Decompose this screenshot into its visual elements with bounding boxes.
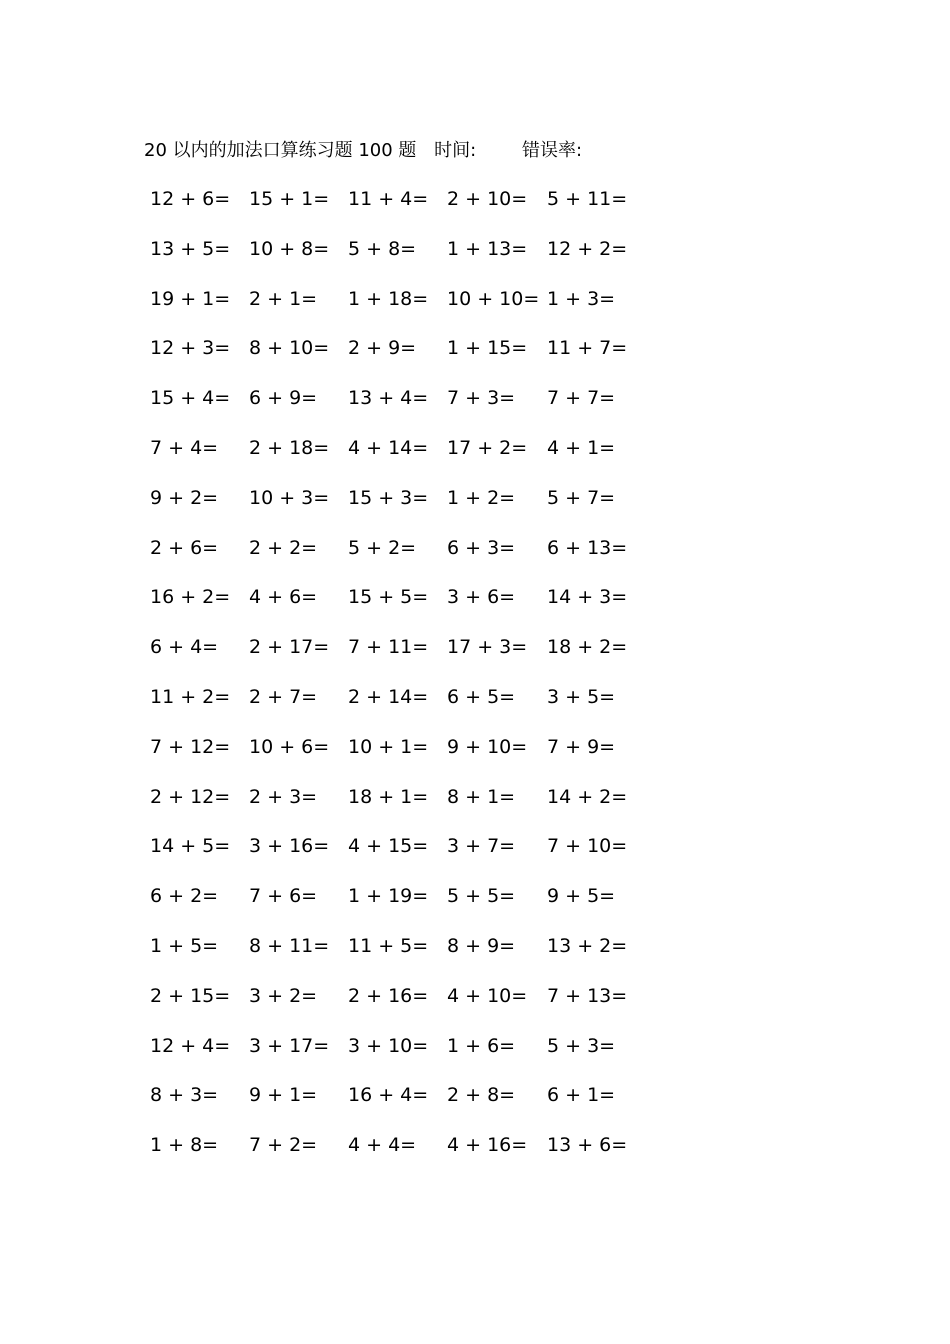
problem-row bbox=[150, 483, 670, 533]
problem-grid bbox=[150, 184, 670, 1180]
problem-cell: 6 + 5= bbox=[447, 685, 516, 708]
problem-cell: 1 + 2= bbox=[447, 486, 516, 509]
problem-cell: 14 + 3= bbox=[547, 586, 628, 609]
problem-cell: 18 + 2= bbox=[547, 636, 628, 659]
problem-row bbox=[150, 682, 670, 732]
problem-cell: 3 + 17= bbox=[249, 1034, 330, 1057]
problem-cell: 6 + 4= bbox=[150, 636, 219, 659]
problem-cell: 7 + 10= bbox=[547, 835, 628, 858]
problem-cell: 2 + 2= bbox=[249, 536, 318, 559]
problem-cell: 1 + 15= bbox=[447, 337, 528, 360]
problem-cell: 2 + 18= bbox=[249, 436, 330, 459]
problem-cell: 2 + 15= bbox=[150, 984, 231, 1007]
problem-row bbox=[150, 184, 670, 234]
problem-cell: 6 + 9= bbox=[249, 387, 318, 410]
problem-cell: 7 + 7= bbox=[547, 387, 616, 410]
problem-cell: 6 + 2= bbox=[150, 885, 219, 908]
problem-cell: 5 + 5= bbox=[447, 885, 516, 908]
problem-cell: 1 + 6= bbox=[447, 1034, 516, 1057]
problem-cell: 4 + 10= bbox=[447, 984, 528, 1007]
problem-cell: 5 + 2= bbox=[348, 536, 417, 559]
problem-cell: 1 + 13= bbox=[447, 237, 528, 260]
problem-cell: 2 + 3= bbox=[249, 785, 318, 808]
problem-row bbox=[150, 533, 670, 583]
problem-cell: 16 + 4= bbox=[348, 1084, 429, 1107]
problem-cell: 4 + 1= bbox=[547, 436, 616, 459]
problem-row bbox=[150, 831, 670, 881]
problem-cell: 12 + 3= bbox=[150, 337, 231, 360]
problem-cell: 12 + 4= bbox=[150, 1034, 231, 1057]
error-rate-label: 错误率: bbox=[521, 140, 583, 161]
problem-cell: 4 + 15= bbox=[348, 835, 429, 858]
problem-cell: 8 + 3= bbox=[150, 1084, 219, 1107]
problem-cell: 11 + 4= bbox=[348, 188, 429, 210]
problem-cell: 11 + 2= bbox=[150, 685, 231, 708]
problem-row bbox=[150, 732, 670, 782]
problem-row bbox=[150, 1130, 670, 1180]
problem-cell: 15 + 5= bbox=[348, 586, 429, 609]
problem-cell: 2 + 1= bbox=[249, 287, 318, 310]
problem-cell: 2 + 16= bbox=[348, 984, 429, 1007]
problem-cell: 6 + 1= bbox=[547, 1084, 616, 1107]
problem-cell: 7 + 11= bbox=[348, 636, 429, 659]
problem-cell: 18 + 1= bbox=[348, 785, 429, 808]
problem-cell: 7 + 6= bbox=[249, 885, 318, 908]
problem-cell: 17 + 2= bbox=[447, 436, 528, 459]
problem-cell: 10 + 8= bbox=[249, 237, 330, 260]
problem-cell: 7 + 4= bbox=[150, 436, 219, 459]
problem-cell: 7 + 9= bbox=[547, 735, 616, 758]
problem-cell: 3 + 7= bbox=[447, 835, 516, 858]
problem-cell: 4 + 14= bbox=[348, 436, 429, 459]
problem-cell: 7 + 2= bbox=[249, 1134, 318, 1157]
problem-cell: 4 + 6= bbox=[249, 586, 318, 609]
problem-cell: 2 + 14= bbox=[348, 685, 429, 708]
problem-cell: 15 + 3= bbox=[348, 486, 429, 509]
problem-cell: 15 + 4= bbox=[150, 387, 231, 410]
problem-cell: 8 + 9= bbox=[447, 934, 516, 957]
problem-row bbox=[150, 582, 670, 632]
problem-cell: 4 + 16= bbox=[447, 1134, 528, 1157]
problem-cell: 9 + 5= bbox=[547, 885, 616, 908]
problem-cell: 5 + 8= bbox=[348, 237, 417, 260]
problem-cell: 2 + 17= bbox=[249, 636, 330, 659]
problem-cell: 2 + 10= bbox=[447, 188, 528, 210]
problem-cell: 9 + 1= bbox=[249, 1084, 318, 1107]
problem-cell: 9 + 10= bbox=[447, 735, 528, 758]
problem-cell: 3 + 10= bbox=[348, 1034, 429, 1057]
problem-row bbox=[150, 333, 670, 383]
problem-cell: 11 + 5= bbox=[348, 934, 429, 957]
problem-cell: 5 + 7= bbox=[547, 486, 616, 509]
problem-cell: 1 + 8= bbox=[150, 1134, 219, 1157]
problem-cell: 10 + 3= bbox=[249, 486, 330, 509]
problem-cell: 19 + 1= bbox=[150, 287, 231, 310]
problem-cell: 2 + 8= bbox=[447, 1084, 516, 1107]
problem-cell: 12 + 6= bbox=[150, 188, 231, 210]
problem-cell: 13 + 4= bbox=[348, 387, 429, 410]
problem-cell: 2 + 9= bbox=[348, 337, 417, 360]
problem-cell: 17 + 3= bbox=[447, 636, 528, 659]
problem-row bbox=[150, 632, 670, 682]
problem-row bbox=[150, 881, 670, 931]
problem-cell: 3 + 5= bbox=[547, 685, 616, 708]
problem-cell: 8 + 1= bbox=[447, 785, 516, 808]
problem-cell: 8 + 10= bbox=[249, 337, 330, 360]
problem-cell: 2 + 12= bbox=[150, 785, 231, 808]
problem-row bbox=[150, 1031, 670, 1081]
problem-cell: 10 + 6= bbox=[249, 735, 330, 758]
problem-cell: 7 + 13= bbox=[547, 984, 628, 1007]
time-label: 时间: bbox=[434, 140, 477, 161]
problem-cell: 2 + 7= bbox=[249, 685, 318, 708]
problem-cell: 9 + 2= bbox=[150, 486, 219, 509]
problem-cell: 14 + 2= bbox=[547, 785, 628, 808]
problem-cell: 7 + 3= bbox=[447, 387, 516, 410]
problem-cell: 12 + 2= bbox=[547, 237, 628, 260]
worksheet-title: 20 以内的加法口算练习题 100 题 bbox=[144, 140, 417, 161]
problem-cell: 4 + 4= bbox=[348, 1134, 417, 1157]
problem-cell: 15 + 1= bbox=[249, 188, 330, 210]
problem-row bbox=[150, 234, 670, 284]
problem-cell: 5 + 11= bbox=[547, 188, 628, 210]
problem-cell: 3 + 6= bbox=[447, 586, 516, 609]
worksheet-header bbox=[144, 136, 582, 166]
problem-row bbox=[150, 981, 670, 1031]
problem-cell: 11 + 7= bbox=[547, 337, 628, 360]
problem-row bbox=[150, 383, 670, 433]
problem-cell: 2 + 6= bbox=[150, 536, 219, 559]
problem-cell: 14 + 5= bbox=[150, 835, 231, 858]
problem-row bbox=[150, 1080, 670, 1130]
problem-cell: 1 + 19= bbox=[348, 885, 429, 908]
problem-row bbox=[150, 931, 670, 981]
problem-row bbox=[150, 782, 670, 832]
problem-cell: 6 + 3= bbox=[447, 536, 516, 559]
problem-cell: 3 + 16= bbox=[249, 835, 330, 858]
problem-cell: 10 + 10= bbox=[447, 287, 540, 310]
problem-cell: 13 + 2= bbox=[547, 934, 628, 957]
problem-cell: 6 + 13= bbox=[547, 536, 628, 559]
problem-cell: 13 + 5= bbox=[150, 237, 231, 260]
problem-cell: 13 + 6= bbox=[547, 1134, 628, 1157]
problem-cell: 1 + 3= bbox=[547, 287, 616, 310]
problem-row bbox=[150, 284, 670, 334]
problem-cell: 8 + 11= bbox=[249, 934, 330, 957]
problem-cell: 16 + 2= bbox=[150, 586, 231, 609]
problem-cell: 7 + 12= bbox=[150, 735, 231, 758]
problem-cell: 5 + 3= bbox=[547, 1034, 616, 1057]
problem-cell: 10 + 1= bbox=[348, 735, 429, 758]
problem-cell: 1 + 5= bbox=[150, 934, 219, 957]
problem-row bbox=[150, 433, 670, 483]
problem-cell: 3 + 2= bbox=[249, 984, 318, 1007]
problem-cell: 1 + 18= bbox=[348, 287, 429, 310]
